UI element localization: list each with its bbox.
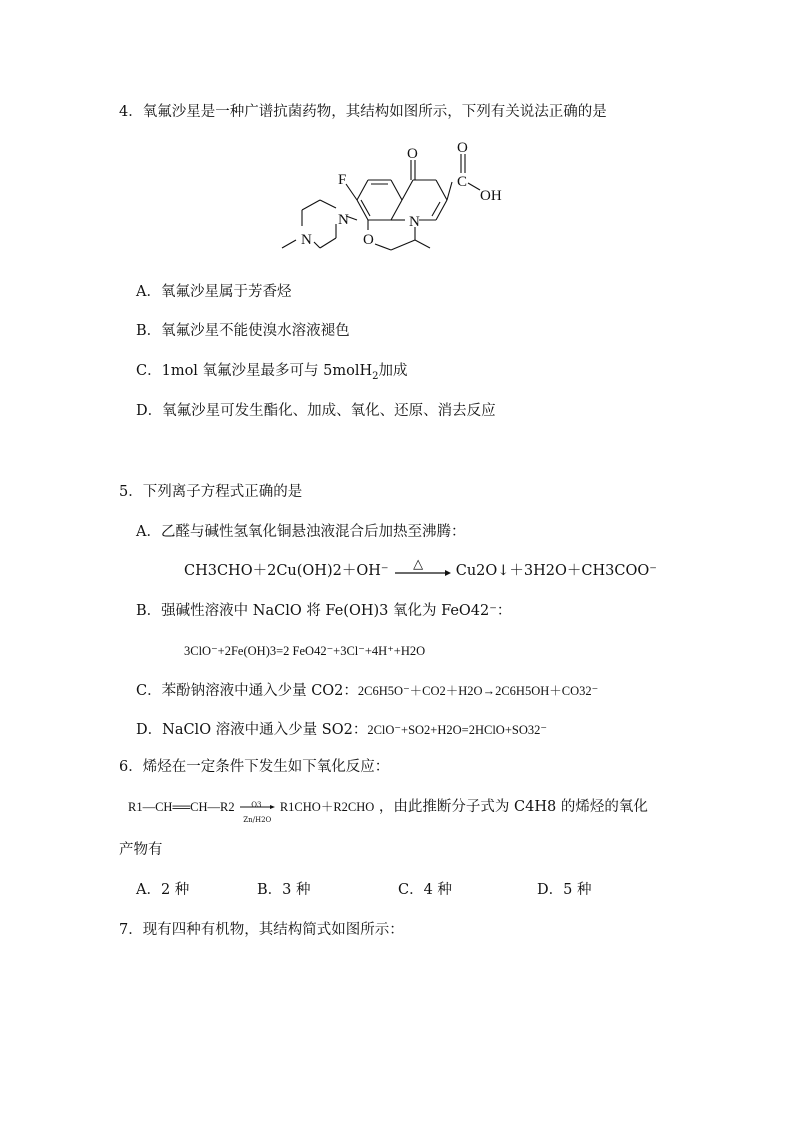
ketone-o-label: O bbox=[407, 146, 418, 162]
q5-option-d: D．NaClO 溶液中通入少量 SO2：2ClO⁻+SO2+H2O=2HClO+SO32⁻ bbox=[136, 722, 547, 738]
q5-option-a: A．乙醛与碱性氢氧化铜悬浊液混合后加热至沸腾： bbox=[136, 524, 466, 540]
o-ring-label: O bbox=[363, 232, 374, 248]
q6-stem-continued: 产物有 bbox=[119, 842, 163, 858]
ofloxacin-structure bbox=[280, 138, 520, 268]
q4-option-c: C．1mol 氧氟沙星最多可与 5molH$_2$加成 bbox=[136, 363, 408, 382]
q4-option-a: A．氧氟沙星属于芳香烃 bbox=[136, 284, 292, 300]
q5-stem: 5．下列离子方程式正确的是 bbox=[119, 484, 303, 500]
heat-arrow: △ bbox=[393, 561, 451, 581]
q6-choice-b: B．3 种 bbox=[257, 882, 311, 898]
q6-choice-a: A．2 种 bbox=[136, 882, 190, 898]
q6-choice-c: C．4 种 bbox=[398, 882, 452, 898]
q7-stem: 7．现有四种有机物，其结构简式如图所示： bbox=[119, 922, 404, 938]
q6-stem: 6．烯烃在一定条件下发生如下氧化反应： bbox=[119, 759, 390, 775]
acid-c-label: C bbox=[457, 174, 468, 190]
q4-option-d: D．氧氟沙星可发生酯化、加成、氧化、还原、消去反应 bbox=[136, 403, 496, 419]
n-ring-label: N bbox=[409, 214, 420, 230]
hydroxyl-label: OH bbox=[480, 188, 502, 204]
acid-o-label: O bbox=[457, 140, 468, 156]
n-methyl-label: N bbox=[301, 232, 312, 248]
reaction-arrow: O3 Zn/H2O bbox=[239, 797, 275, 817]
q4-option-b: B．氧氟沙星不能使溴水溶液褪色 bbox=[136, 323, 350, 339]
fluorine-label: F bbox=[338, 172, 347, 188]
q5-option-b: B．强碱性溶液中 NaClO 将 Fe(OH)3 氧化为 FeO42⁻： bbox=[136, 603, 512, 619]
q6-choice-d: D．5 种 bbox=[537, 882, 592, 898]
q5-equation-b: 3ClO⁻+2Fe(OH)3=2 FeO42⁻+3Cl⁻+4H⁺+H2O bbox=[184, 644, 426, 658]
n-piperazine-label: N bbox=[338, 212, 349, 228]
q4-stem: 4．氧氟沙星是一种广谱抗菌药物，其结构如图所示，下列有关说法正确的是 bbox=[119, 104, 607, 120]
q6-reaction: R1—CH══CH—R2 O3 Zn/H2O R1CHO＋R2CHO ，由此推断分子式为 C4H8 的烯烃的氧化 bbox=[128, 799, 648, 824]
q5-equation-a: CH3CHO＋2Cu(OH)2＋OH⁻ △ Cu2O↓＋3H2O＋CH3COO⁻ bbox=[184, 557, 657, 579]
q5-option-c: C．苯酚钠溶液中通入少量 CO2：2C6H5O⁻＋CO2＋H2O→2C6H5OH＋CO32⁻ bbox=[136, 683, 599, 699]
